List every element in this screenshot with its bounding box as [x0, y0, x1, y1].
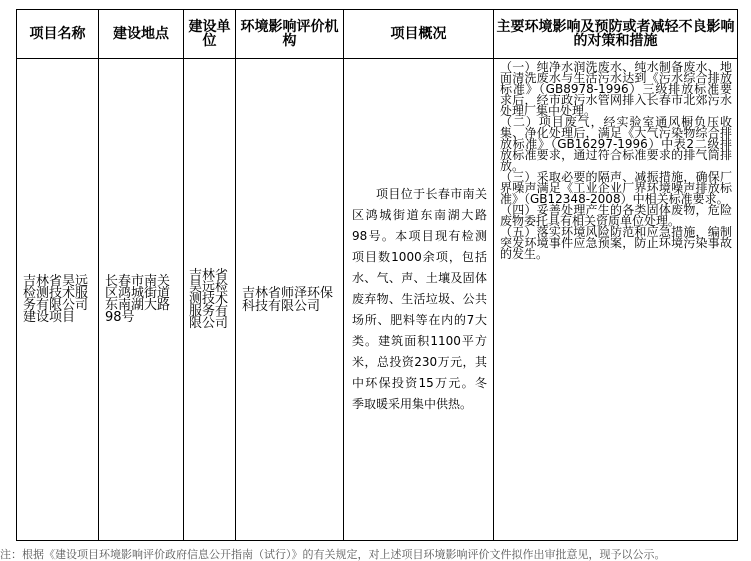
table-row [17, 59, 738, 541]
cell-location: 长春市南关区鸿城街道东南湖大路98号 [99, 59, 184, 541]
cell-builder: 吉林省昊远检测技术服务有限公司 [184, 59, 236, 541]
header-location: 建设地点 [99, 10, 184, 59]
header-measures: 主要环境影响及预防或者减轻不良影响的对策和措施 [494, 10, 738, 59]
cell-project-name: 吉林省昊远检测技术服务有限公司建设项目 [17, 59, 99, 541]
project-info-table [16, 9, 738, 541]
footer-note: 注：根据《建设项目环境影响评价政府信息公开指南（试行）》的有关规定，对上述项目环境影响评价文件拟作出审批意见，现予以公示。 [0, 548, 666, 561]
header-project-name: 项目名称 [17, 10, 99, 59]
header-eia-org: 环境影响评价机构 [236, 10, 344, 59]
header-overview: 项目概况 [344, 10, 494, 59]
cell-measures [494, 59, 738, 541]
measure-item-3: （三）采取必要的隔声、减振措施，确保厂界噪声满足《工业企业厂界环境噪声排放标准》（GB12348-2008）中相关标准要求。 [500, 170, 732, 206]
measure-item-4: （四）妥善处理产生的各类固体废物，危险废物委托具有相关资质单位处理。 [500, 203, 732, 228]
header-builder: 建设单位 [184, 10, 236, 59]
measure-item-5: （五）落实环境风险防范和应急措施，编制突发环境事件应急预案，防止环境污染事故的发生。 [500, 225, 732, 261]
cell-overview: 项目位于长春市南关区鸿城街道东南湖大路98号。本项目现有检测项目数1000余项，包括水、气、声、土壤及固体废弃物、生活垃圾、公共场所、肥料等在内的7大类。建筑面积1100平方米，总投资230万元，其中环保投资15万元。冬季取暖采用集中供热。 [344, 59, 494, 541]
header-row [17, 10, 738, 59]
measure-item-1: （一）纯净水润洗废水、纯水制备废水、地面清洗废水与生活污水达到《污水综合排放标准》（GB8978-1996）三级排放标准要求后，经市政污水管网排入长春市北郊污水处理厂集中处理。 [500, 60, 732, 118]
measure-item-2: （二）项目废气，经实验室通风橱负压收集、净化处理后，满足《大气污染物综合排放标准》（GB16297-1996）中表2二级排放标准要求，通过符合标准要求的排气筒排放。 [500, 115, 732, 173]
cell-eia-org: 吉林省师泽环保科技有限公司 [236, 59, 344, 541]
